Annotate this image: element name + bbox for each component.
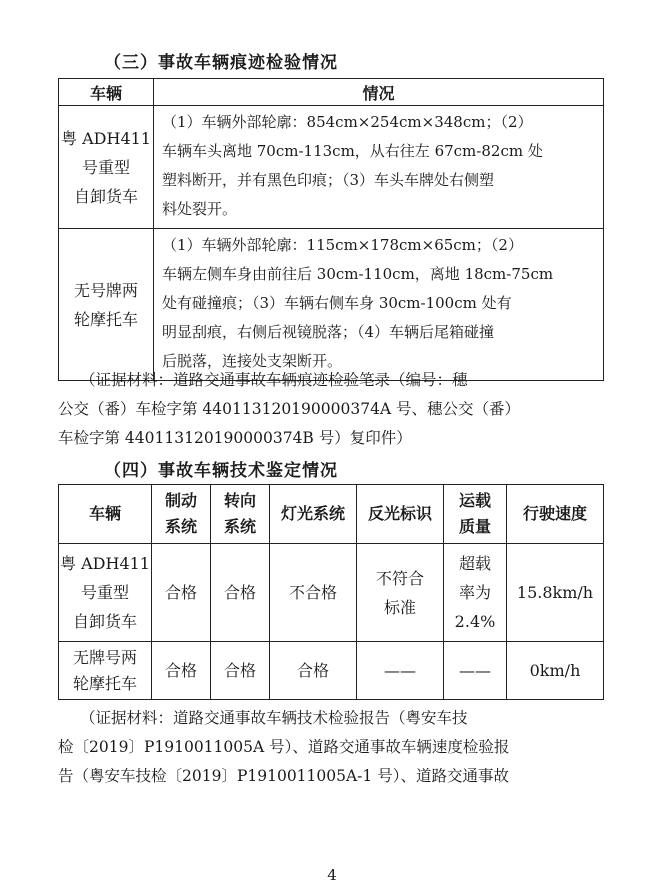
situation-cell: （1）车辆外部轮廓：115cm×178cm×65cm；（2） 车辆左侧车身由前往后 30cm-110cm，离地 18cm-75cm 处有碰撞痕；（3）车辆右侧车身 30cm-100cm 处有 明显刮痕，右侧后视镜脱落；（4）车辆后尾箱碰撞 后脱落，连接处支架断开。 bbox=[154, 229, 604, 381]
vehicle-cell: 无号牌两 轮摩托车 bbox=[59, 229, 154, 381]
header-driving-speed: 行驶速度 bbox=[507, 485, 604, 544]
technical-appraisal-table bbox=[58, 484, 604, 700]
header-vehicle: 车辆 bbox=[59, 79, 154, 106]
header-load-mass: 运载 质量 bbox=[444, 485, 507, 544]
reflective-cell: 不符合 标准 bbox=[357, 544, 444, 642]
steering-cell: 合格 bbox=[211, 544, 270, 642]
header-situation: 情况 bbox=[154, 79, 604, 106]
speed-cell: 15.8km/h bbox=[507, 544, 604, 642]
section3-evidence: （证据材料：道路交通事故车辆痕迹检验笔录（编号：穗 公交（番）车检字第 440113120190000374A 号、穗公交（番） 车检字第 440113120190000374B 号）复印件） bbox=[58, 371, 521, 447]
load-cell: —— bbox=[444, 642, 507, 700]
brake-cell: 合格 bbox=[152, 544, 211, 642]
header-brake-system: 制动 系统 bbox=[152, 485, 211, 544]
table-row bbox=[59, 229, 604, 381]
table-header-row bbox=[59, 79, 604, 106]
table-row bbox=[59, 642, 604, 700]
section3-heading: （三）事故车辆痕迹检验情况 bbox=[104, 53, 338, 73]
section4-heading: （四）事故车辆技术鉴定情况 bbox=[104, 461, 338, 481]
lighting-cell: 合格 bbox=[270, 642, 357, 700]
load-cell: 超载 率为 2.4% bbox=[444, 544, 507, 642]
vehicle-cell: 无牌号两 轮摩托车 bbox=[59, 642, 152, 700]
speed-cell: 0km/h bbox=[507, 642, 604, 700]
lighting-cell: 不合格 bbox=[270, 544, 357, 642]
header-steering-system: 转向 系统 bbox=[211, 485, 270, 544]
vehicle-cell: 粤 ADH411 号重型 自卸货车 bbox=[59, 544, 152, 642]
trace-inspection-table bbox=[58, 78, 604, 381]
section4-evidence: （证据材料：道路交通事故车辆技术检验报告（粤安车技 检〔2019〕P1910011005A 号）、道路交通事故车辆速度检验报 告（粤安车技检〔2019〕P1910011005A-1 号）、道路交通事故 bbox=[58, 709, 510, 785]
vehicle-cell: 粤 ADH411 号重型 自卸货车 bbox=[59, 106, 154, 229]
brake-cell: 合格 bbox=[152, 642, 211, 700]
header-reflective-marking: 反光标识 bbox=[357, 485, 444, 544]
table-row bbox=[59, 106, 604, 229]
table-header-row bbox=[59, 485, 604, 544]
steering-cell: 合格 bbox=[211, 642, 270, 700]
table-row bbox=[59, 544, 604, 642]
header-lighting-system: 灯光系统 bbox=[270, 485, 357, 544]
page-number: 4 bbox=[327, 866, 337, 884]
reflective-cell: —— bbox=[357, 642, 444, 700]
header-vehicle: 车辆 bbox=[59, 485, 152, 544]
situation-cell: （1）车辆外部轮廓：854cm×254cm×348cm；（2） 车辆车头离地 70cm-113cm，从右往左 67cm-82cm 处 塑料断开，并有黑色印痕；（3）车头车牌处右侧塑 料处裂开。 bbox=[154, 106, 604, 229]
